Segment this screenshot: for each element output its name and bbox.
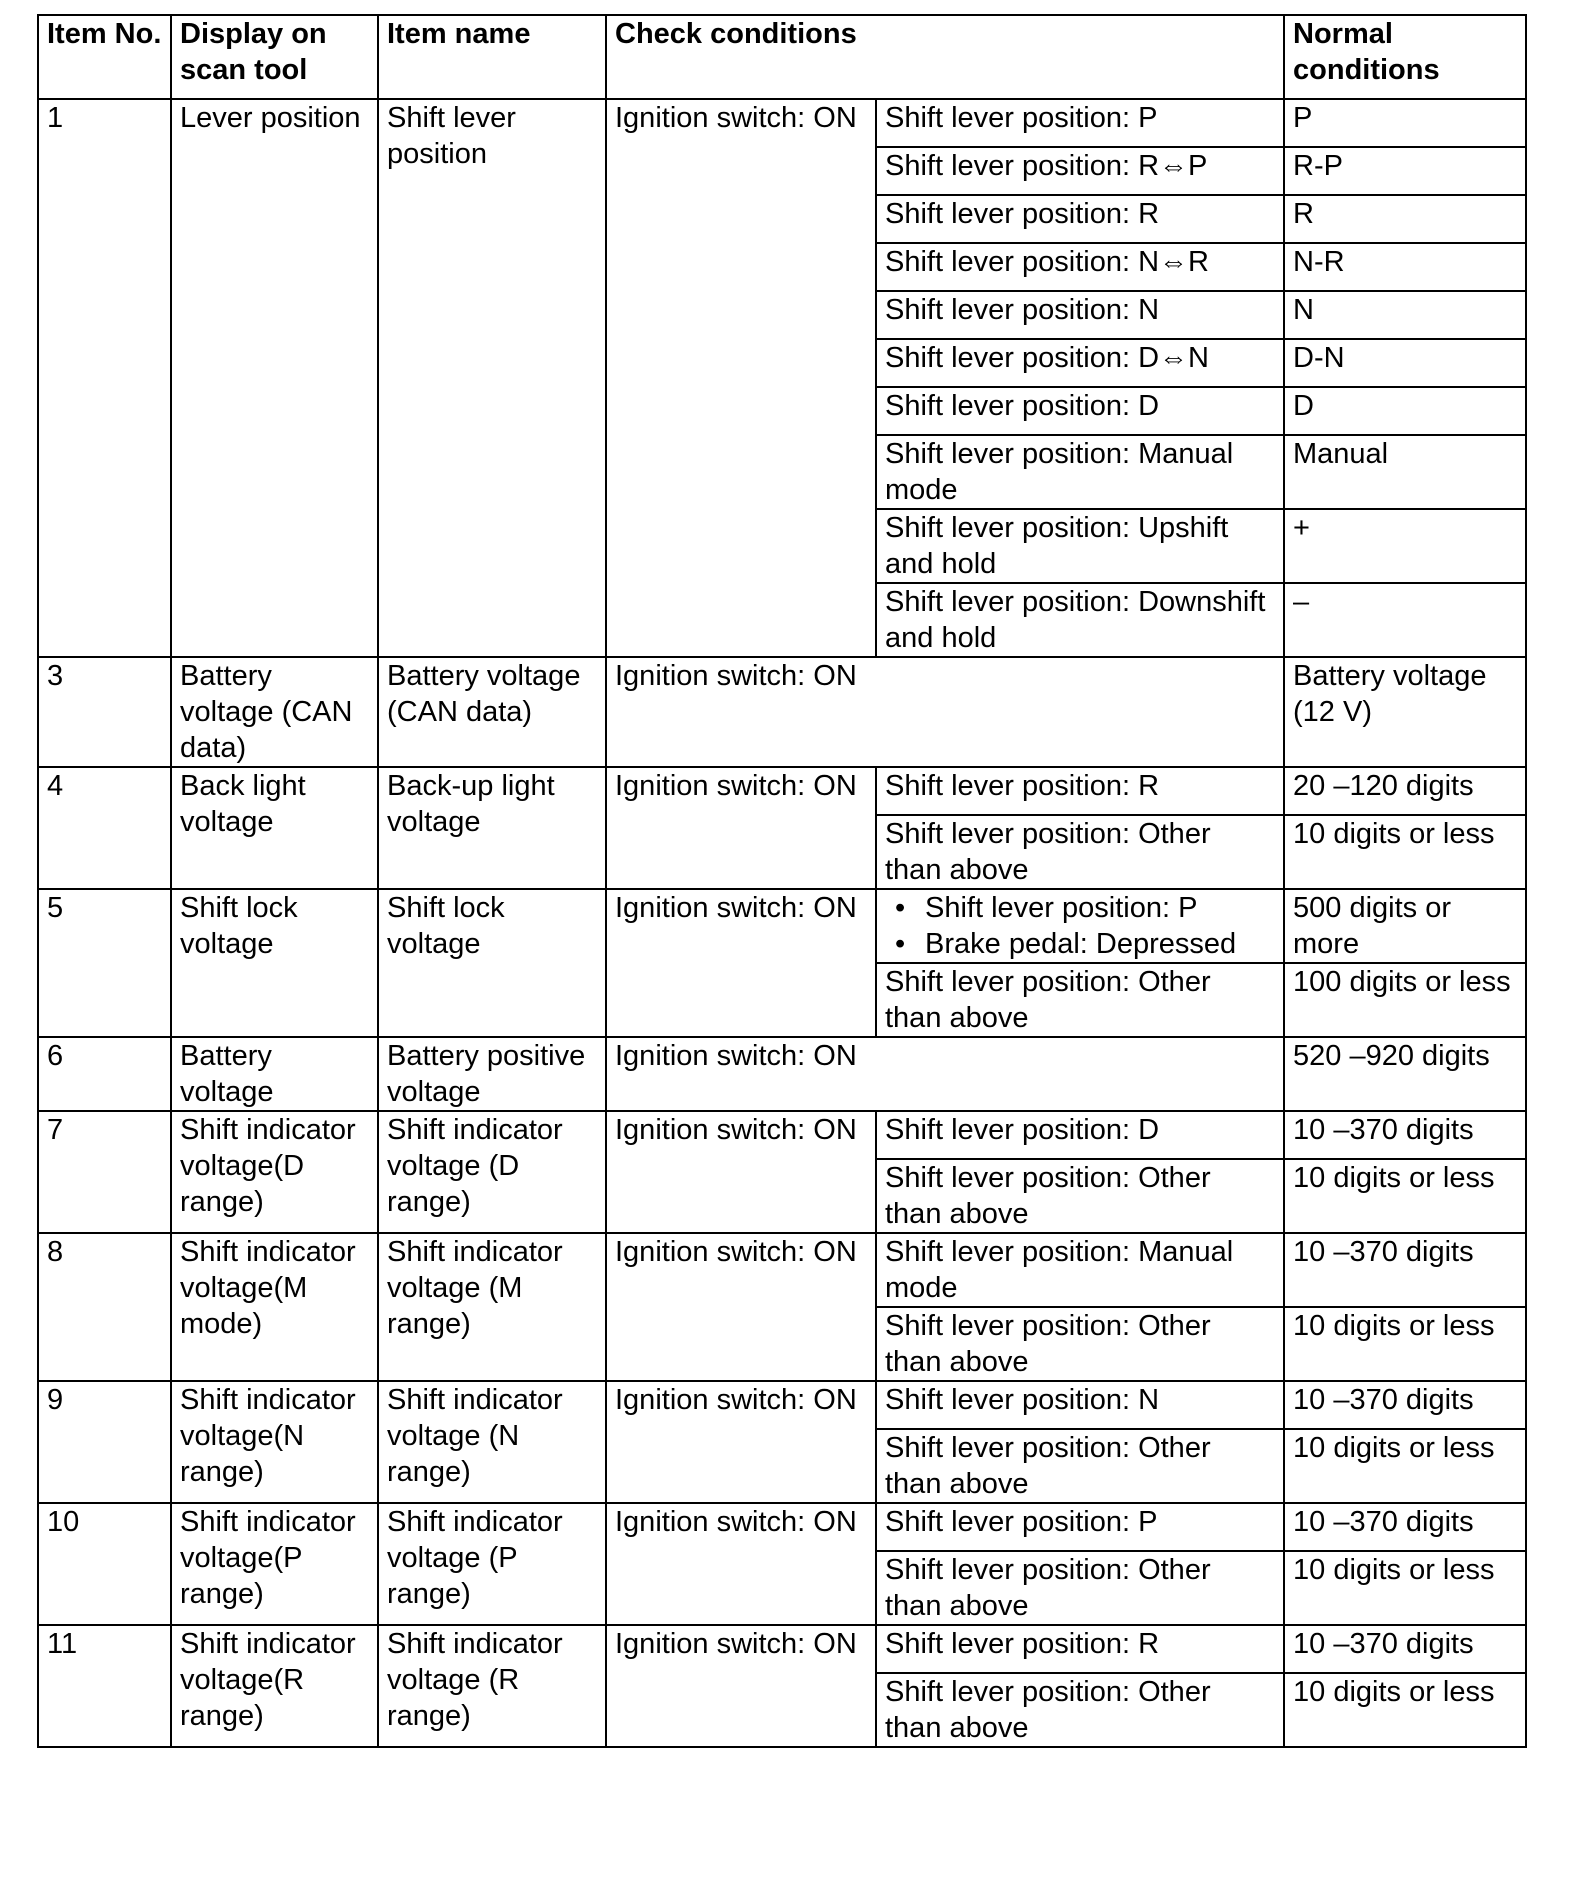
normal-condition-cell: P bbox=[1284, 99, 1526, 147]
ignition-condition-cell: Ignition switch: ON bbox=[606, 1111, 876, 1233]
normal-condition-cell: R bbox=[1284, 195, 1526, 243]
sub-condition-cell: Shift lever position: Manual mode bbox=[876, 435, 1284, 509]
display-cell: Shift indicator voltage(P range) bbox=[171, 1503, 378, 1625]
item-no-cell: 11 bbox=[38, 1625, 171, 1747]
normal-condition-cell: 10 digits or less bbox=[1284, 1551, 1526, 1625]
header-display-on-scan-tool: Display on scan tool bbox=[171, 15, 378, 99]
normal-condition-cell: D bbox=[1284, 387, 1526, 435]
normal-condition-cell: 10 digits or less bbox=[1284, 1673, 1526, 1747]
normal-condition-cell: 10 –370 digits bbox=[1284, 1503, 1526, 1551]
header-row bbox=[38, 15, 1526, 99]
table-row bbox=[38, 657, 1526, 767]
item-no-cell: 5 bbox=[38, 889, 171, 1037]
sub-condition-cell: Shift lever position: Other than above bbox=[876, 1307, 1284, 1381]
normal-condition-cell: Battery voltage (12 V) bbox=[1284, 657, 1526, 767]
sub-condition-cell: Shift lever position: Downshift and hold bbox=[876, 583, 1284, 657]
display-cell: Battery voltage (CAN data) bbox=[171, 657, 378, 767]
header-normal-conditions: Normal conditions bbox=[1284, 15, 1526, 99]
table-row bbox=[38, 889, 1526, 963]
sub-condition-cell bbox=[876, 889, 1284, 963]
sub-condition-cell: Shift lever position: Other than above bbox=[876, 1429, 1284, 1503]
sub-condition-cell: Shift lever position: D bbox=[876, 387, 1284, 435]
item-name-cell: Shift indicator voltage (M range) bbox=[378, 1233, 606, 1381]
normal-condition-cell: 20 –120 digits bbox=[1284, 767, 1526, 815]
display-cell: Shift indicator voltage(R range) bbox=[171, 1625, 378, 1747]
normal-condition-cell: N-R bbox=[1284, 243, 1526, 291]
table-row bbox=[38, 1381, 1526, 1429]
sub-condition-cell: Shift lever position: Other than above bbox=[876, 815, 1284, 889]
sub-condition-cell: Shift lever position: N⇔R bbox=[876, 243, 1284, 291]
display-cell: Battery voltage bbox=[171, 1037, 378, 1111]
normal-condition-cell: 10 –370 digits bbox=[1284, 1381, 1526, 1429]
display-cell: Shift lock voltage bbox=[171, 889, 378, 1037]
display-cell: Shift indicator voltage(N range) bbox=[171, 1381, 378, 1503]
ignition-condition-cell: Ignition switch: ON bbox=[606, 99, 876, 657]
sub-condition-cell: Shift lever position: P bbox=[876, 99, 1284, 147]
item-name-cell: Back-up light voltage bbox=[378, 767, 606, 889]
item-no-cell: 8 bbox=[38, 1233, 171, 1381]
table-row bbox=[38, 1037, 1526, 1111]
sub-condition-cell: Shift lever position: N bbox=[876, 291, 1284, 339]
item-no-cell: 6 bbox=[38, 1037, 171, 1111]
sub-condition-cell: Shift lever position: R bbox=[876, 195, 1284, 243]
ignition-condition-cell: Ignition switch: ON bbox=[606, 1625, 876, 1747]
sub-condition-cell: Shift lever position: Other than above bbox=[876, 1673, 1284, 1747]
normal-condition-cell: Manual bbox=[1284, 435, 1526, 509]
item-no-cell: 1 bbox=[38, 99, 171, 657]
normal-condition-cell: 10 digits or less bbox=[1284, 1159, 1526, 1233]
normal-condition-cell: 100 digits or less bbox=[1284, 963, 1526, 1037]
item-no-cell: 7 bbox=[38, 1111, 171, 1233]
item-no-cell: 10 bbox=[38, 1503, 171, 1625]
item-name-cell: Shift indicator voltage (R range) bbox=[378, 1625, 606, 1747]
normal-condition-cell: 500 digits or more bbox=[1284, 889, 1526, 963]
item-no-cell: 9 bbox=[38, 1381, 171, 1503]
item-no-cell: 3 bbox=[38, 657, 171, 767]
item-name-cell: Shift indicator voltage (P range) bbox=[378, 1503, 606, 1625]
ignition-condition-cell: Ignition switch: ON bbox=[606, 889, 876, 1037]
ignition-condition-cell: Ignition switch: ON bbox=[606, 1503, 876, 1625]
sub-condition-cell: Shift lever position: D bbox=[876, 1111, 1284, 1159]
normal-condition-cell: 10 –370 digits bbox=[1284, 1111, 1526, 1159]
display-cell: Back light voltage bbox=[171, 767, 378, 889]
sub-condition-cell: Shift lever position: R bbox=[876, 767, 1284, 815]
sub-condition-cell: Shift lever position: Other than above bbox=[876, 963, 1284, 1037]
table-row bbox=[38, 1111, 1526, 1159]
condition-bullet-list bbox=[885, 890, 1275, 962]
item-name-cell: Battery positive voltage bbox=[378, 1037, 606, 1111]
normal-condition-cell: 520 –920 digits bbox=[1284, 1037, 1526, 1111]
table-row bbox=[38, 99, 1526, 147]
normal-condition-cell: N bbox=[1284, 291, 1526, 339]
normal-condition-cell: 10 –370 digits bbox=[1284, 1233, 1526, 1307]
sub-condition-cell: Shift lever position: D⇔N bbox=[876, 339, 1284, 387]
sub-condition-cell: Shift lever position: N bbox=[876, 1381, 1284, 1429]
header-item-no: Item No. bbox=[38, 15, 171, 99]
item-no-cell: 4 bbox=[38, 767, 171, 889]
item-name-cell: Battery voltage (CAN data) bbox=[378, 657, 606, 767]
display-cell: Lever position bbox=[171, 99, 378, 657]
sub-condition-cell: Shift lever position: Other than above bbox=[876, 1159, 1284, 1233]
item-name-cell: Shift indicator voltage (N range) bbox=[378, 1381, 606, 1503]
sub-condition-cell: Shift lever position: R bbox=[876, 1625, 1284, 1673]
normal-condition-cell: 10 digits or less bbox=[1284, 1429, 1526, 1503]
table-row bbox=[38, 1625, 1526, 1673]
sub-condition-cell: Shift lever position: P bbox=[876, 1503, 1284, 1551]
ignition-condition-cell: Ignition switch: ON bbox=[606, 1381, 876, 1503]
normal-condition-cell: R-P bbox=[1284, 147, 1526, 195]
ignition-condition-cell: Ignition switch: ON bbox=[606, 657, 1284, 767]
ignition-condition-cell: Ignition switch: ON bbox=[606, 1037, 1284, 1111]
table-row bbox=[38, 1233, 1526, 1307]
header-item-name: Item name bbox=[378, 15, 606, 99]
display-cell: Shift indicator voltage(M mode) bbox=[171, 1233, 378, 1381]
data-monitor-table bbox=[37, 14, 1527, 1748]
normal-condition-cell: + bbox=[1284, 509, 1526, 583]
sub-condition-cell: Shift lever position: R⇔P bbox=[876, 147, 1284, 195]
normal-condition-cell: 10 digits or less bbox=[1284, 1307, 1526, 1381]
condition-bullet-item: • Shift lever position: P bbox=[885, 890, 1275, 926]
table-row bbox=[38, 767, 1526, 815]
display-cell: Shift indicator voltage(D range) bbox=[171, 1111, 378, 1233]
normal-condition-cell: 10 digits or less bbox=[1284, 815, 1526, 889]
item-name-cell: Shift lock voltage bbox=[378, 889, 606, 1037]
ignition-condition-cell: Ignition switch: ON bbox=[606, 1233, 876, 1381]
item-name-cell: Shift indicator voltage (D range) bbox=[378, 1111, 606, 1233]
header-check-conditions: Check conditions bbox=[606, 15, 1284, 99]
table-row bbox=[38, 1503, 1526, 1551]
sub-condition-cell: Shift lever position: Upshift and hold bbox=[876, 509, 1284, 583]
item-name-cell: Shift lever position bbox=[378, 99, 606, 657]
normal-condition-cell: – bbox=[1284, 583, 1526, 657]
condition-bullet-item: • Brake pedal: Depressed bbox=[885, 926, 1275, 962]
sub-condition-cell: Shift lever position: Other than above bbox=[876, 1551, 1284, 1625]
ignition-condition-cell: Ignition switch: ON bbox=[606, 767, 876, 889]
sub-condition-cell: Shift lever position: Manual mode bbox=[876, 1233, 1284, 1307]
table-body bbox=[38, 99, 1526, 1747]
normal-condition-cell: 10 –370 digits bbox=[1284, 1625, 1526, 1673]
normal-condition-cell: D-N bbox=[1284, 339, 1526, 387]
